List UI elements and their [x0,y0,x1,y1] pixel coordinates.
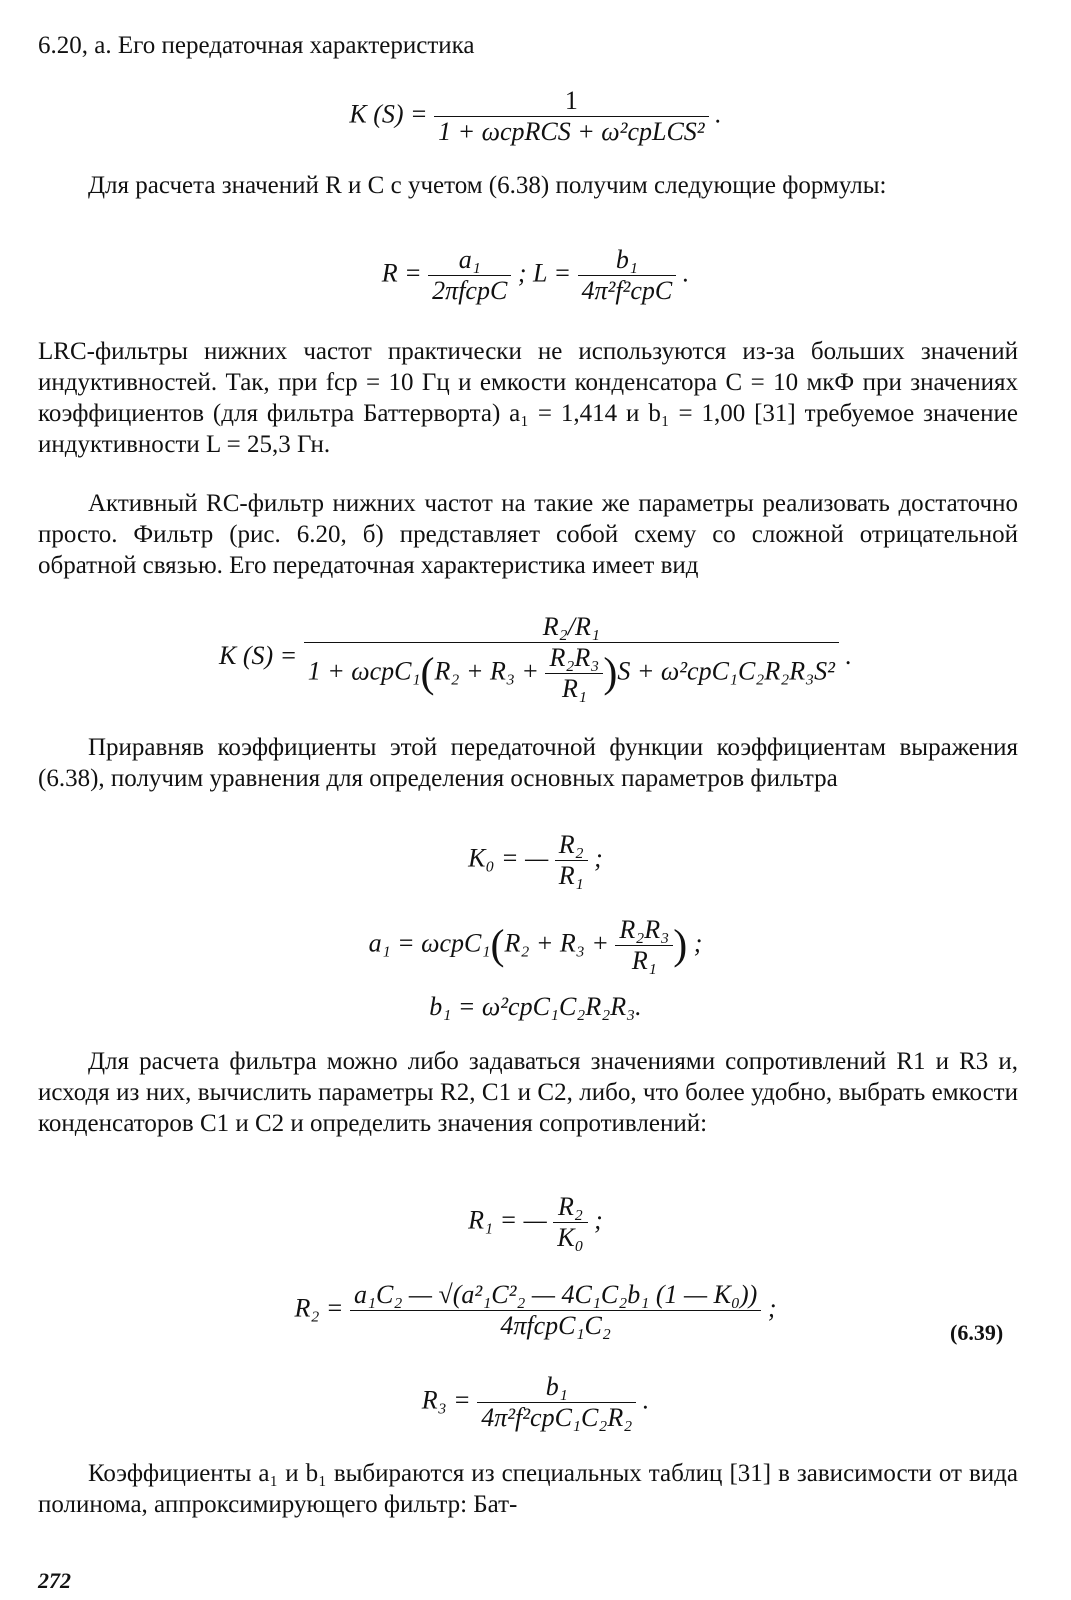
denominator: 4π²f²срC₁C₂R₂ [481,1403,633,1432]
formula-lhs: a₁ = ωсрC₁ [368,928,491,958]
numerator: R₂ [555,830,588,861]
formula-lhs: R₁ = — [468,1205,547,1235]
formula-lhs: K (S) = [219,640,298,670]
paren-close: ) [603,650,618,697]
fraction-l [578,245,677,306]
numerator: a₁C₂ — √(a²₁C²₂ — 4C₁C₂b₁ (1 — K₀)) [350,1280,761,1311]
paragraph-coefficients: Коэффициенты a₁ и b₁ выбираются из специальных таблиц [31] в зависимости от вида полинома, аппроксимирующего фильтр: Бат- [38,1460,1018,1518]
fraction [350,1280,761,1341]
numerator: R₂R₃ [615,915,673,946]
formula-b1: b₁ = ω²срC₁C₂R₂R₃. [429,992,642,1021]
den-part-a: 1 + ωсрC₁ [307,656,421,686]
formula-r2 [0,1280,1071,1341]
formula-k-lrc [0,86,1071,147]
paragraph-rc-formulas: Для расчета значений R и C с учетом (6.38) получим следующие формулы: [88,172,887,199]
paren-open: ( [420,650,435,697]
formula-end: . [682,258,690,288]
formula-separator: ; L = [517,258,572,288]
fraction [304,612,839,704]
formula-lhs: R₃ = [421,1385,471,1415]
formula-lhs: K (S) = [349,99,428,129]
paren-close: ) [673,922,688,969]
paragraph-lrc: LRC-фильтры нижних частот практически не используются из-за больших значений индуктивностей. Так, при fср = 10 Гц и емкости конденсатора C = 10 мкФ при значениях коэффициентов (для фильтра Баттерворта) a₁ = 1,414 и b₁ = 1,00 [31] требуемое значение индуктивности L = 25,3 Гн. [38,338,1018,458]
numerator: a₁ [428,245,511,276]
fraction-r [428,245,511,306]
equation-number: (6.39) [950,1320,1004,1345]
formula-part: R₂ + R₃ + [504,928,609,958]
denominator: 4π²f²срC [581,276,673,305]
formula-end: ; [693,928,703,958]
page-number: 272 [38,1568,71,1593]
den-part-b: R₂ + R₃ + [434,656,539,686]
fraction [477,1372,636,1433]
formula-r3 [0,1372,1071,1433]
denominator: 4πfсрC₁C₂ [500,1311,611,1340]
formula-k0 [0,830,1071,891]
paragraph-intro: 6.20, а. Его передаточная характеристика [38,32,475,59]
numerator: R₂ [553,1192,587,1223]
numerator: b₁ [477,1372,636,1403]
denominator: R₁ [558,861,584,890]
formula-end: ; [767,1293,777,1323]
fraction [615,915,673,976]
formula-end: . [715,99,722,129]
denominator: R₁ [631,946,657,975]
fraction [553,1192,587,1253]
formula-lhs: R = [381,258,422,288]
formula-end: . [845,640,852,670]
formula-end: ; [594,843,603,873]
numerator: R₂/R₁ [304,612,839,643]
formula-a1 [0,915,1071,976]
denominator: 1 + ωсрRCS + ω²срLCS² [438,117,705,146]
numerator: b₁ [578,245,677,276]
paragraph-calculation: Для расчета фильтра можно либо задаваться значениями сопротивлений R1 и R3 и, исходя из них, вычислить параметры R2, C1 и C2, либо, что более удобно, выбрать емкости конденсаторов C1 и C2 и определить значения сопротивлений: [38,1048,1018,1137]
denominator: K₀ [557,1223,584,1252]
formula-lhs: K₀ = — [468,843,549,873]
formula-end: . [642,1385,650,1415]
formula-k-active [0,612,1071,704]
fraction [434,86,709,147]
formula-lhs: R₂ = [294,1293,344,1323]
formula-r1 [0,1192,1071,1253]
denominator: 2πfсрC [432,276,508,305]
formula-r-l [0,245,1071,306]
paragraph-equate: Приравняв коэффициенты этой передаточной функции коэффициентам выражения (6.38), получим уравнения для определения основных параметров фильтра [38,734,1018,792]
paragraph-active-rc: Активный RC-фильтр нижних частот на такие же параметры реализовать достаточно просто. Фильтр (рис. 6.20, б) представляет собой схему со сложной отрицательной обратной связью. Его передаточная характеристика имеет вид [38,490,1018,579]
numerator: R₂R₃ [545,643,603,674]
denominator [304,643,839,704]
denominator: R₁ [561,674,587,703]
formula-end: ; [594,1205,603,1235]
paren-open: ( [490,922,505,969]
den-part-d: S + ω²срC₁C₂R₂R₃S² [617,656,835,686]
inner-fraction [545,643,603,704]
fraction [555,830,588,891]
numerator: 1 [434,86,709,117]
